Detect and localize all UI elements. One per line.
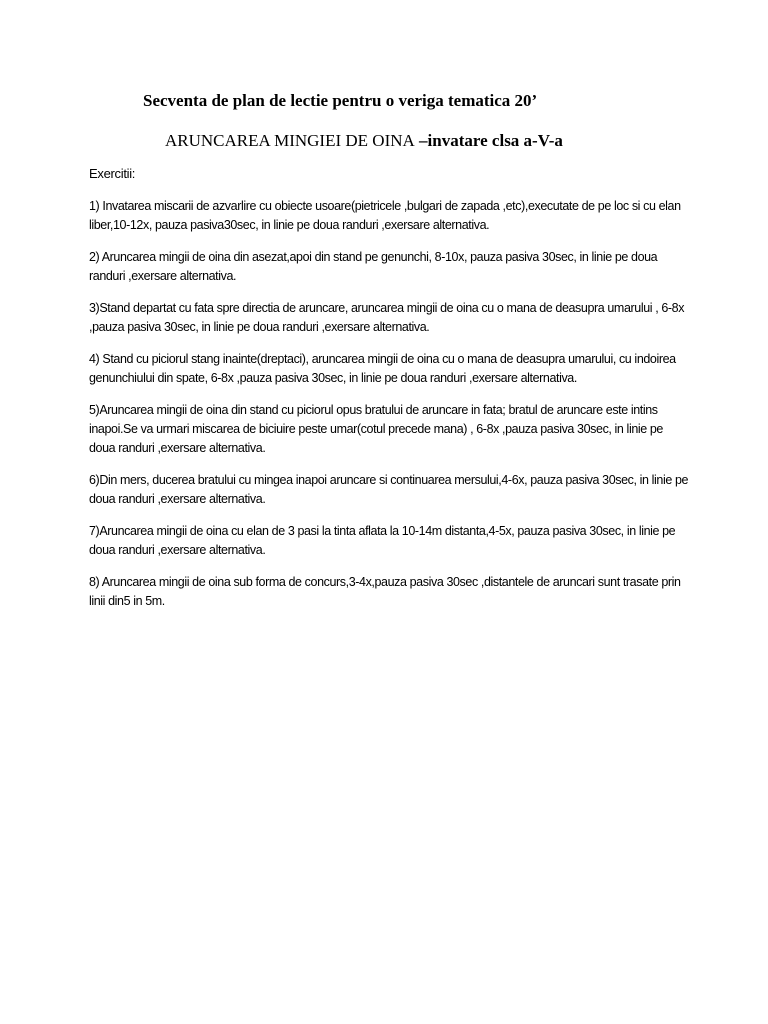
subtitle-main: ARUNCAREA MINGIEI DE OINA — [165, 131, 415, 150]
subtitle-rest: –invatare clsa a-V-a — [414, 131, 563, 150]
exercise-item-8: 8) Aruncarea mingii de oina sub forma de concurs,3-4x,pauza pasiva 30sec ,distantele de aruncari sunt trasate prin linii din5 in 5m. — [89, 575, 681, 608]
exercise-list — [89, 197, 689, 624]
exercise-item-2: 2) Aruncarea mingii de oina din asezat,apoi din stand pe genunchi, 8-10x, pauza pasiva 30sec, in linie pe doua randuri ,exersare alternativa. — [89, 250, 658, 283]
document-title: Secventa de plan de lectie pentru o veriga tematica 20’ — [143, 91, 538, 110]
exercise-item-4: 4) Stand cu piciorul stang inainte(dreptaci), aruncarea mingii de oina cu o mana de deasupra umarului, cu indoirea genunchiului din spate, 6-8x ,pauza pasiva 30sec, in linie pe doua randuri ,exersare alternativa. — [89, 352, 676, 385]
exercise-item-3: 3)Stand departat cu fata spre directia de aruncare, aruncarea mingii de oina cu o mana de deasupra umarului , 6-8x ,pauza pasiva 30sec, in linie pe doua randuri ,exersare alternativa. — [89, 301, 685, 334]
exercise-item-6: 6)Din mers, ducerea bratului cu mingea inapoi aruncare si continuarea mersului,4-6x, pauza pasiva 30sec, in linie pe doua randuri ,exersare alternativa. — [89, 473, 689, 506]
exercise-item-5: 5)Aruncarea mingii de oina din stand cu piciorul opus bratului de aruncare in fata; bratul de aruncare este intins inapoi.Se va urmari miscarea de biciuire peste umar(cotul precede mana) , 6-8x ,pauza pasiva 30sec, in linie pe doua randuri ,exersare alternativa. — [89, 403, 663, 455]
document-subtitle — [165, 131, 563, 151]
exercises-label: Exercitii: — [89, 166, 136, 181]
exercise-item-7: 7)Aruncarea mingii de oina cu elan de 3 pasi la tinta aflata la 10-14m distanta,4-5x, pauza pasiva 30sec, in linie pe doua randuri ,exersare alternativa. — [89, 524, 676, 557]
exercise-item-1: 1) Invatarea miscarii de azvarlire cu obiecte usoare(pietricele ,bulgari de zapada ,etc),executate de pe loc si cu elan liber,10-12x, pauza pasiva30sec, in linie pe doua randuri ,exersare alternativa. — [89, 199, 681, 232]
